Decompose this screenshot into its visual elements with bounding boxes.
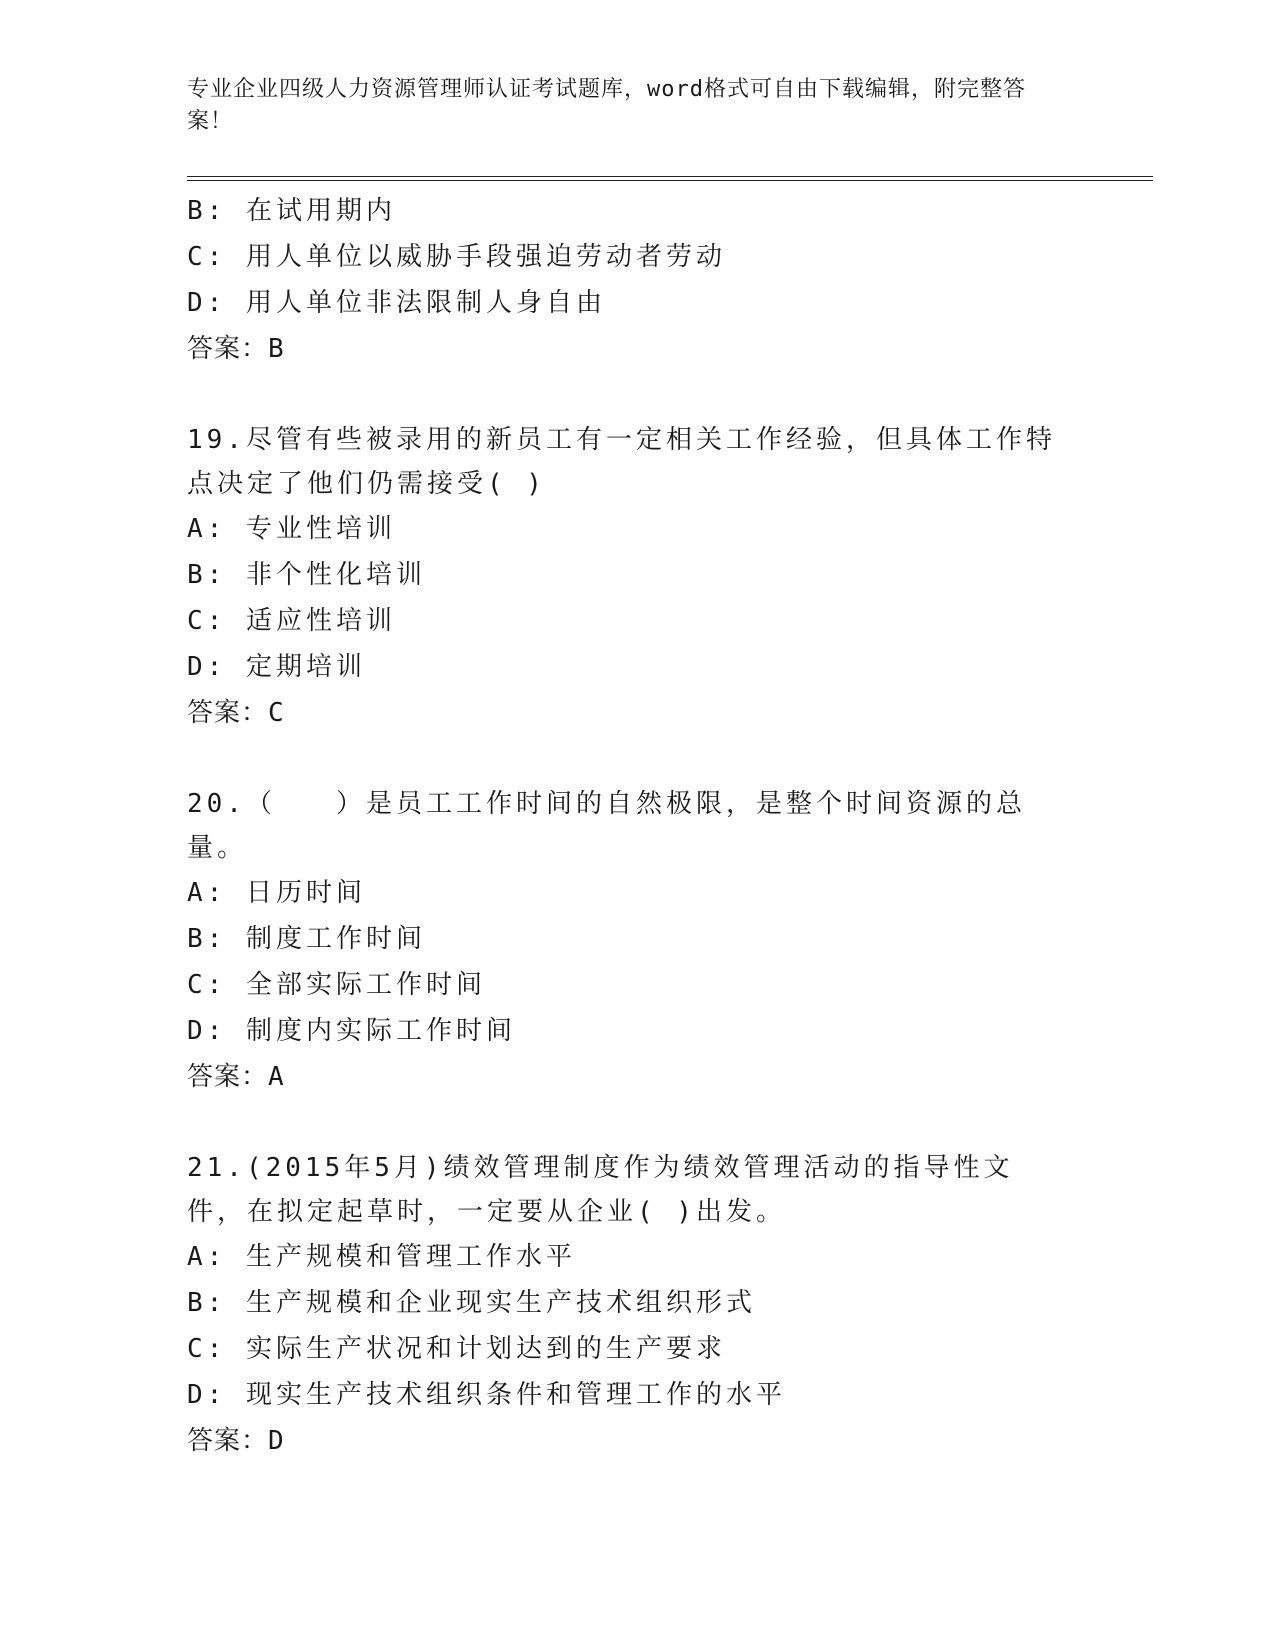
question-18-continued — [187, 188, 1087, 372]
option-c: C: 用人单位以威胁手段强迫劳动者劳动 — [187, 242, 726, 272]
question-21 — [187, 1146, 1087, 1464]
option-c: C: 适应性培训 — [187, 606, 396, 636]
option-a: A: 专业性培训 — [187, 514, 396, 544]
question-19 — [187, 418, 1087, 736]
answer: 答案：D — [187, 1426, 285, 1456]
answer: 答案：A — [187, 1062, 285, 1092]
answer: 答案：B — [187, 334, 285, 364]
spacer — [187, 736, 1087, 782]
answer: 答案：C — [187, 698, 285, 728]
question-text: 19.尽管有些被录用的新员工有一定相关工作经验，但具体工作特点决定了他们仍需接受( ) — [187, 425, 1056, 499]
spacer — [187, 372, 1087, 418]
spacer — [187, 1100, 1087, 1146]
question-20 — [187, 782, 1087, 1100]
option-d: D: 现实生产技术组织条件和管理工作的水平 — [187, 1380, 786, 1410]
option-b: B: 非个性化培训 — [187, 560, 426, 590]
option-d: D: 制度内实际工作时间 — [187, 1016, 516, 1046]
header-text: 专业企业四级人力资源管理师认证考试题库，word格式可自由下载编辑，附完整答案！ — [187, 77, 1026, 134]
question-text: 21.(2015年5月)绩效管理制度作为绩效管理活动的指导性文件，在拟定起草时，一定要从企业( )出发。 — [187, 1153, 1014, 1227]
option-b: B: 制度工作时间 — [187, 924, 426, 954]
option-b: B: 在试用期内 — [187, 196, 396, 226]
document-header — [187, 74, 1067, 138]
option-d: D: 用人单位非法限制人身自由 — [187, 288, 606, 318]
option-b: B: 生产规模和企业现实生产技术组织形式 — [187, 1288, 756, 1318]
option-a: A: 生产规模和管理工作水平 — [187, 1242, 576, 1272]
question-text: 20.（ ）是员工工作时间的自然极限，是整个时间资源的总量。 — [187, 789, 1026, 863]
option-d: D: 定期培训 — [187, 652, 366, 682]
option-c: C: 全部实际工作时间 — [187, 970, 486, 1000]
option-c: C: 实际生产状况和计划达到的生产要求 — [187, 1334, 726, 1364]
header-divider — [187, 176, 1153, 181]
question-list — [187, 188, 1087, 1464]
option-a: A: 日历时间 — [187, 878, 366, 908]
